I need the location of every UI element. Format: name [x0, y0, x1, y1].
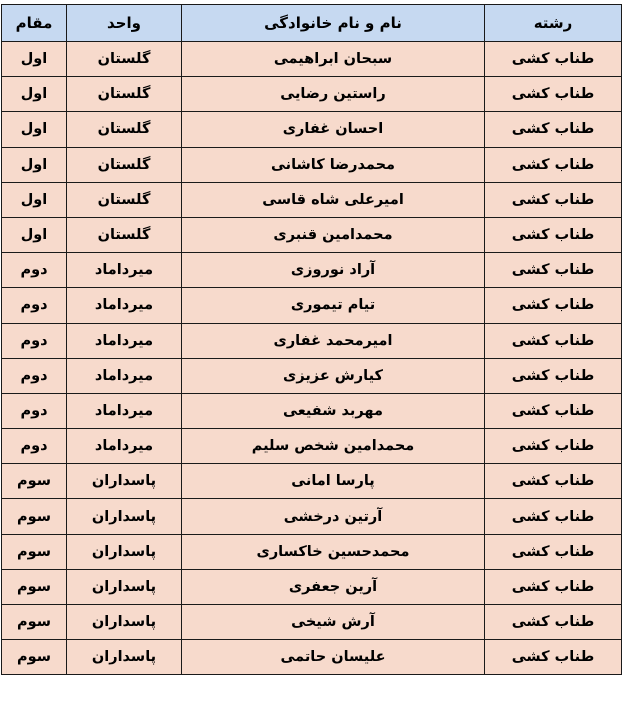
- table-row: [2, 77, 622, 112]
- cell-rank: سوم: [2, 464, 67, 499]
- cell-name: محمدامین قنبری: [182, 217, 485, 252]
- cell-rank: سوم: [2, 569, 67, 604]
- cell-name: پارسا امانی: [182, 464, 485, 499]
- cell-field: طناب کشی: [485, 253, 622, 288]
- cell-unit: پاسداران: [67, 464, 182, 499]
- cell-rank: سوم: [2, 605, 67, 640]
- header-unit: واحد: [67, 5, 182, 42]
- table-row: [2, 605, 622, 640]
- cell-field: طناب کشی: [485, 147, 622, 182]
- table-row: [2, 253, 622, 288]
- cell-field: طناب کشی: [485, 429, 622, 464]
- cell-rank: دوم: [2, 288, 67, 323]
- cell-name: آرش شیخی: [182, 605, 485, 640]
- table-row: [2, 499, 622, 534]
- cell-name: آرین جعفری: [182, 569, 485, 604]
- cell-rank: دوم: [2, 429, 67, 464]
- table-row: [2, 534, 622, 569]
- cell-unit: میرداماد: [67, 393, 182, 428]
- cell-unit: گلستان: [67, 217, 182, 252]
- cell-unit: پاسداران: [67, 534, 182, 569]
- cell-field: طناب کشی: [485, 323, 622, 358]
- cell-rank: اول: [2, 42, 67, 77]
- cell-field: طناب کشی: [485, 77, 622, 112]
- cell-unit: گلستان: [67, 182, 182, 217]
- cell-unit: گلستان: [67, 147, 182, 182]
- cell-name: مهربد شفیعی: [182, 393, 485, 428]
- cell-field: طناب کشی: [485, 605, 622, 640]
- table-row: [2, 147, 622, 182]
- cell-field: طناب کشی: [485, 569, 622, 604]
- cell-field: طناب کشی: [485, 393, 622, 428]
- cell-unit: پاسداران: [67, 569, 182, 604]
- cell-rank: دوم: [2, 253, 67, 288]
- cell-rank: اول: [2, 217, 67, 252]
- cell-name: محمدرضا کاشانی: [182, 147, 485, 182]
- cell-field: طناب کشی: [485, 464, 622, 499]
- table-row: [2, 393, 622, 428]
- cell-field: طناب کشی: [485, 640, 622, 675]
- cell-name: امیرعلی شاه قاسی: [182, 182, 485, 217]
- table-row: [2, 464, 622, 499]
- header-name: نام و نام خانوادگی: [182, 5, 485, 42]
- cell-rank: اول: [2, 182, 67, 217]
- cell-field: طناب کشی: [485, 182, 622, 217]
- cell-name: آراد نوروزی: [182, 253, 485, 288]
- cell-name: آرتین درخشی: [182, 499, 485, 534]
- table-header: [2, 5, 622, 42]
- cell-unit: پاسداران: [67, 499, 182, 534]
- cell-rank: سوم: [2, 640, 67, 675]
- cell-name: سبحان ابراهیمی: [182, 42, 485, 77]
- table-body: [2, 42, 622, 675]
- cell-rank: دوم: [2, 393, 67, 428]
- results-table: [1, 4, 622, 675]
- cell-name: امیرمحمد غفاری: [182, 323, 485, 358]
- table-row: [2, 569, 622, 604]
- cell-field: طناب کشی: [485, 358, 622, 393]
- cell-rank: دوم: [2, 358, 67, 393]
- cell-field: طناب کشی: [485, 288, 622, 323]
- cell-unit: میرداماد: [67, 253, 182, 288]
- table-row: [2, 112, 622, 147]
- cell-name: علیسان حاتمی: [182, 640, 485, 675]
- table-row: [2, 429, 622, 464]
- cell-unit: گلستان: [67, 112, 182, 147]
- table-row: [2, 42, 622, 77]
- cell-name: تیام تیموری: [182, 288, 485, 323]
- header-field: رشته: [485, 5, 622, 42]
- cell-rank: سوم: [2, 534, 67, 569]
- cell-rank: اول: [2, 112, 67, 147]
- cell-unit: پاسداران: [67, 605, 182, 640]
- cell-unit: گلستان: [67, 77, 182, 112]
- cell-unit: میرداماد: [67, 288, 182, 323]
- cell-field: طناب کشی: [485, 217, 622, 252]
- table-row: [2, 182, 622, 217]
- cell-rank: دوم: [2, 323, 67, 358]
- header-rank: مقام: [2, 5, 67, 42]
- cell-field: طناب کشی: [485, 499, 622, 534]
- cell-field: طناب کشی: [485, 534, 622, 569]
- header-row: [2, 5, 622, 42]
- cell-name: احسان غفاری: [182, 112, 485, 147]
- cell-unit: میرداماد: [67, 358, 182, 393]
- cell-unit: پاسداران: [67, 640, 182, 675]
- cell-rank: اول: [2, 147, 67, 182]
- cell-name: محمدامین شخص سلیم: [182, 429, 485, 464]
- table-row: [2, 323, 622, 358]
- cell-rank: سوم: [2, 499, 67, 534]
- cell-field: طناب کشی: [485, 112, 622, 147]
- cell-name: راستین رضایی: [182, 77, 485, 112]
- cell-name: کیارش عزیزی: [182, 358, 485, 393]
- cell-rank: اول: [2, 77, 67, 112]
- cell-field: طناب کشی: [485, 42, 622, 77]
- table-row: [2, 640, 622, 675]
- cell-unit: گلستان: [67, 42, 182, 77]
- cell-name: محمدحسین خاکساری: [182, 534, 485, 569]
- table-row: [2, 358, 622, 393]
- table-row: [2, 217, 622, 252]
- cell-unit: میرداماد: [67, 323, 182, 358]
- cell-unit: میرداماد: [67, 429, 182, 464]
- table-row: [2, 288, 622, 323]
